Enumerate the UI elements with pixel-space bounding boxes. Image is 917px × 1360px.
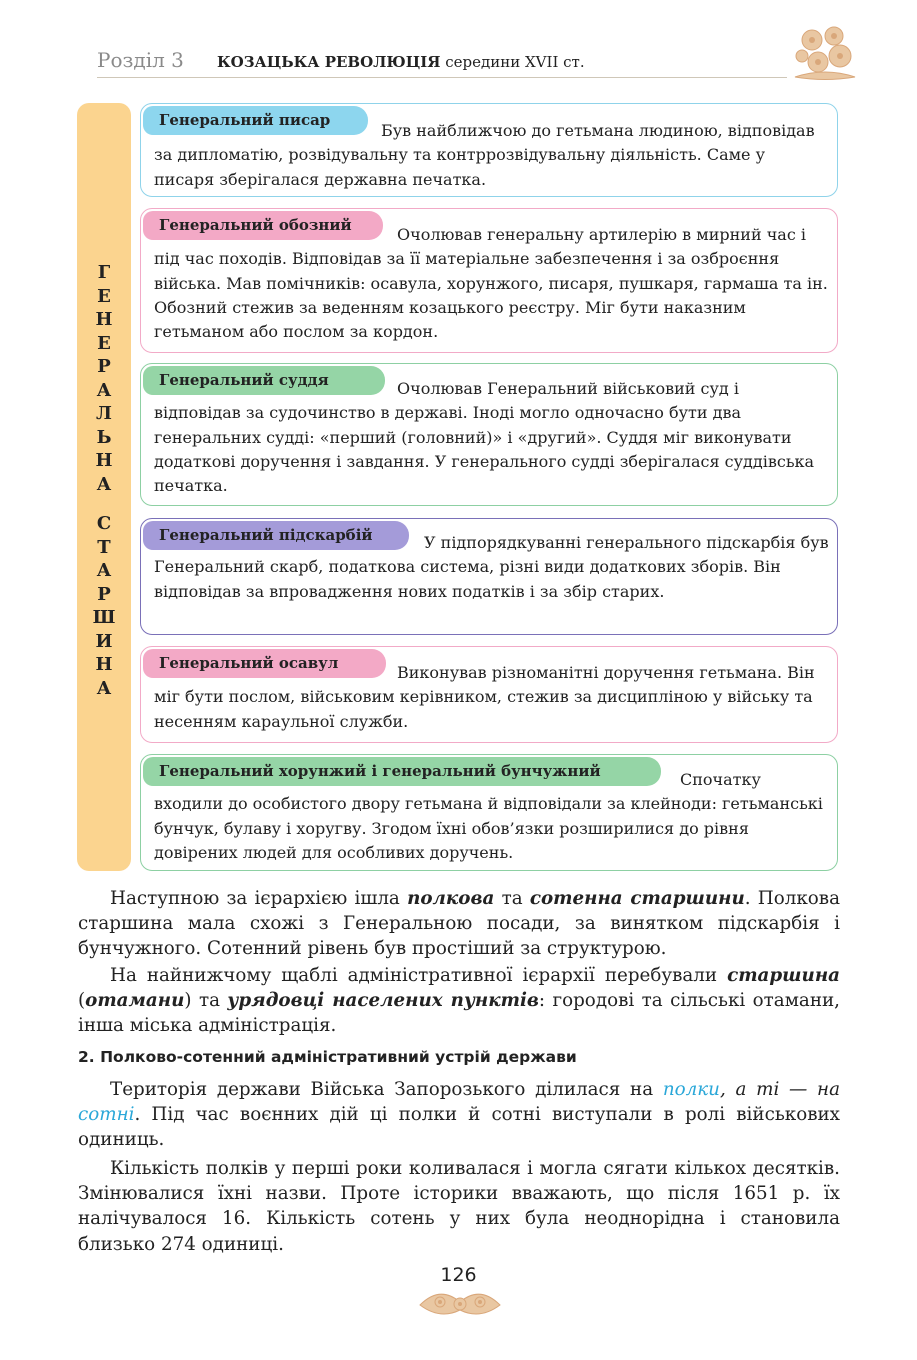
card-text: Очолював Генеральний військовий суд і відповідав за судочинство в державі. Іноді могло одночасно бути два генеральних судді: «перший (головний)» і «другий». Суддя міг виконувати додаткові доручення і завдання. У генерального судді зберігалася суддівська печатка. [154, 379, 815, 496]
paragraph-regiment-count: Кількість полків у перші роки коливалася і могла сягати кількох десятків. Змінювалися їхні назви. Проте історики вважають, що після 1651 р. їх налічувалося 16. Кількість сотень у них була неоднорідна і становила близько 274 одиниці. [78, 1158, 840, 1255]
card-general-scribe [140, 103, 838, 197]
term-sotni: сотні [78, 1104, 135, 1126]
card-text: Виконував різноманітні доручення гетьмана. Він міг бути послом, військовим керівником, стежив за дисципліною у війську та несенням караульної служби. [154, 663, 815, 731]
floral-ornament-icon [790, 22, 860, 84]
sidebar-letter: Н [95, 309, 113, 330]
card-general-judge [140, 363, 838, 506]
page-number: 126 [440, 1264, 477, 1286]
card-tag: Генеральний суддя [143, 366, 385, 395]
floral-ornament-icon [410, 1280, 510, 1325]
sidebar-letter: Т [97, 536, 111, 558]
chapter-title-rest: середини XVII ст. [440, 53, 585, 71]
sidebar-letter: Л [96, 403, 112, 424]
term-polky: полки [662, 1079, 720, 1100]
section-label: Розділ 3 [97, 48, 184, 72]
card-tag: Генеральний обозний [143, 211, 383, 240]
chapter-title-bold: КОЗАЦЬКА РЕВОЛЮЦІЯ [217, 53, 441, 71]
sidebar-letter: А [96, 560, 112, 581]
general-starshyna-sidebar [77, 103, 131, 871]
paragraph-lowest-level: На найнижчому щаблі адміністративної ієрархії перебували старшина (отамани) та урядовці населених пунктів: городові та сільські отамани, інша міська адміністрація. [78, 965, 840, 1037]
sidebar-letter: Е [97, 332, 111, 354]
page-header [97, 48, 787, 78]
sidebar-letter: Е [97, 285, 111, 307]
card-general-standard-bearer [140, 754, 838, 871]
sidebar-letter: Ь [96, 426, 112, 448]
card-tag: Генеральний хорунжий і генеральний бунчужний [143, 757, 661, 786]
sidebar-letters [77, 261, 131, 700]
sidebar-letter: Ш [92, 607, 116, 628]
card-text: Спочатку входили до особистого двору гетьмана й відповідали за клейноди: гетьманські бунчук, булаву і хоругву. Згодом їхні обов’язки розширилися до рівня довірених людей для особливих доручень. [154, 770, 823, 862]
card-text: Був найближчою до гетьмана людиною, відповідав за дипломатію, розвідувальну та контррозвідувальну діяльність. Саме у писаря зберігалася державна печатка. [154, 121, 815, 189]
sidebar-letter: С [96, 513, 112, 534]
sidebar-letter: А [96, 677, 112, 699]
section-heading: 2. Полково-сотенний адміністративний устрій держави [78, 1048, 577, 1066]
card-tag: Генеральний підскарбій [143, 521, 409, 550]
card-general-treasurer [140, 518, 838, 635]
sidebar-letter: Н [95, 654, 113, 675]
card-tag: Генеральний писар [143, 106, 368, 135]
sidebar-letter: А [96, 473, 112, 495]
card-text: У підпорядкуванні генерального підскарбія був Генеральний скарб, податкова система, різні види додаткових зборів. Він відповідав за впровадження нових податків і за збір старих. [154, 533, 829, 601]
card-general-osavul [140, 646, 838, 743]
paragraph-regimental: Наступною за ієрархією ішла полкова та сотенна старшини. Полкова старшина мала схожі з Генеральною посади, за винятком підскарбія і бунчужного. Сотенний рівень був простіший за структурою. [78, 888, 840, 960]
chapter-title [217, 53, 585, 71]
sidebar-letter: Г [97, 262, 111, 283]
sidebar-letter: И [95, 630, 113, 652]
sidebar-letter: Н [95, 450, 113, 471]
sidebar-letter: Р [97, 583, 111, 605]
sidebar-letter: Р [97, 356, 111, 377]
card-text: Очолював генеральну артилерію в мирний час і під час походів. Відповідав за її матеріальне забезпечення і за озброєння війська. Мав помічників: осавула, хорунжого, писаря, пушкаря, гармаша та ін. Обозний стежив за веденням козацького реєстру. Міг бути наказним гетьманом або послом за кордон. [154, 225, 828, 342]
paragraph-territory: Територія держави Війська Запорозького ділилася на полки, а ті — на сотні. Під час воєнних дій ці полки й сотні виступали в ролі військових одиниць. [78, 1079, 841, 1151]
card-general-quartermaster [140, 208, 838, 353]
card-tag: Генеральний осавул [143, 649, 386, 678]
sidebar-letter: А [96, 379, 112, 401]
